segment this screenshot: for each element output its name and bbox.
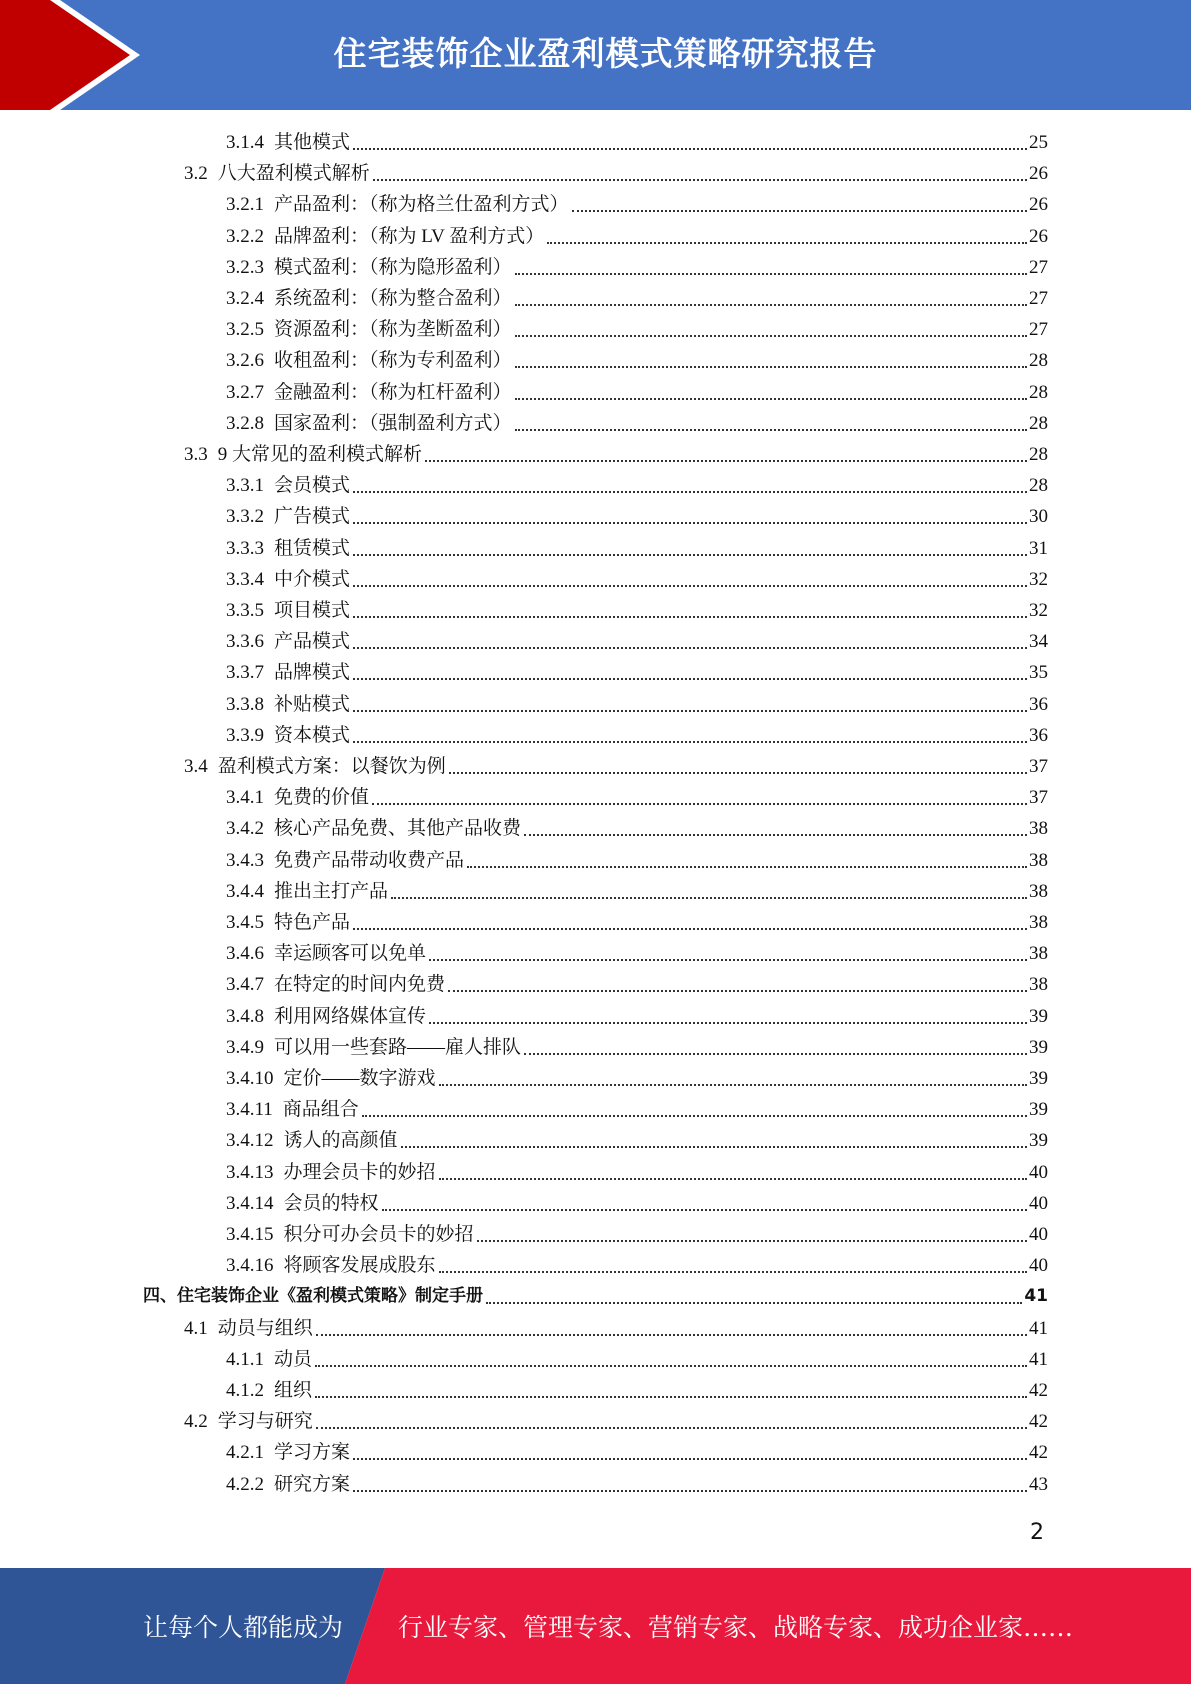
toc-entry-title: 定价——数字游戏 <box>283 1068 436 1089</box>
toc-entry-number: 4.2.1 <box>226 1442 264 1464</box>
toc-entry-page: 26 <box>1029 163 1048 185</box>
toc-entry[interactable] <box>226 657 1048 688</box>
toc-entry-page: 36 <box>1029 693 1048 715</box>
toc-entry-title: 产品模式 <box>274 631 351 653</box>
toc-entry-page: 25 <box>1029 132 1048 153</box>
toc-entry[interactable] <box>226 1063 1048 1094</box>
toc-entry-page: 31 <box>1029 537 1048 559</box>
toc-entry-number: 3.4.16 <box>226 1255 274 1277</box>
toc-entry-number: 3.2.5 <box>226 319 264 341</box>
toc-dot-leader <box>449 772 1027 774</box>
toc-entry-number: 3.3.8 <box>226 693 264 715</box>
toc-entry-page: 28 <box>1029 444 1048 465</box>
toc-entry[interactable] <box>226 782 1048 813</box>
toc-entry-page: 27 <box>1029 256 1048 278</box>
toc-entry-title: 租赁模式 <box>274 537 351 559</box>
toc-entry-number: 4.1.2 <box>226 1380 264 1401</box>
toc-entry-number: 3.3.2 <box>226 506 264 528</box>
toc-entry-page: 38 <box>1029 974 1048 996</box>
toc-entry[interactable] <box>226 470 1048 501</box>
toc-dot-leader <box>515 366 1027 368</box>
toc-entry-page: 38 <box>1029 880 1048 902</box>
toc-entry-number: 3.4.4 <box>226 880 264 902</box>
toc-entry[interactable] <box>226 595 1048 626</box>
toc-entry[interactable] <box>226 969 1048 1000</box>
toc-dot-leader <box>515 429 1027 431</box>
toc-entry-number: 3.4.5 <box>226 912 264 933</box>
toc-entry[interactable] <box>226 1469 1048 1500</box>
toc-entry-page: 38 <box>1029 912 1048 933</box>
toc-entry[interactable] <box>226 1344 1048 1375</box>
toc-dot-leader <box>372 803 1027 805</box>
toc-dot-leader <box>515 304 1027 306</box>
toc-entry-number: 3.2.6 <box>226 350 264 372</box>
toc-entry-number: 3.4.12 <box>226 1130 274 1152</box>
toc-dot-leader <box>429 1022 1027 1024</box>
toc-entry-page: 42 <box>1029 1442 1048 1464</box>
toc-dot-leader <box>467 866 1027 868</box>
toc-dot-leader <box>448 990 1027 992</box>
toc-entry-number: 3.2.4 <box>226 288 264 309</box>
toc-entry[interactable] <box>226 283 1048 314</box>
footer-slogan-left: 让每个人都能成为 <box>143 1613 344 1642</box>
toc-dot-leader <box>353 928 1027 930</box>
footer-slogan-right: 行业专家、管理专家、营销专家、战略专家、成功企业家…… <box>398 1613 1074 1642</box>
toc-entry-number: 3.2.8 <box>226 412 264 434</box>
toc-entry-title: 资源盈利：（称为垄断盈利） <box>274 319 512 341</box>
toc-entry[interactable] <box>226 938 1048 969</box>
toc-dot-leader <box>353 710 1027 712</box>
toc-entry-page: 28 <box>1029 350 1048 372</box>
toc-entry-number: 4.2.2 <box>226 1473 264 1495</box>
toc-entry-number: 3.3.5 <box>226 600 264 621</box>
toc-entry[interactable] <box>184 158 1048 189</box>
toc-dot-leader <box>572 210 1027 212</box>
toc-entry[interactable] <box>226 907 1048 938</box>
toc-entry-page: 41 <box>1024 1286 1048 1307</box>
toc-entry-page: 38 <box>1029 943 1048 965</box>
page-footer <box>0 1568 1191 1684</box>
toc-entry[interactable] <box>226 1001 1048 1032</box>
toc-entry-title: 免费产品带动收费产品 <box>274 849 465 871</box>
toc-entry-title: 金融盈利：（称为杠杆盈利） <box>274 381 512 403</box>
toc-entry[interactable] <box>226 1094 1048 1125</box>
toc-dot-leader <box>315 1396 1027 1398</box>
toc-entry-page: 26 <box>1029 194 1048 216</box>
toc-entry-title: 幸运顾客可以免单 <box>274 943 427 965</box>
toc-entry-title: 商品组合 <box>282 1099 359 1121</box>
toc-entry-number: 3.3.3 <box>226 537 264 559</box>
toc-entry-page: 35 <box>1029 662 1048 684</box>
page-header <box>0 0 1191 110</box>
toc-dot-leader <box>353 491 1027 493</box>
toc-entry[interactable] <box>226 189 1048 220</box>
toc-entry-number: 3.4.11 <box>226 1099 273 1121</box>
toc-dot-leader <box>439 1084 1027 1086</box>
toc-entry-page: 42 <box>1029 1380 1048 1401</box>
toc-entry-page: 32 <box>1029 568 1048 590</box>
toc-entry-page: 40 <box>1029 1161 1048 1183</box>
toc-entry-title: 动员与组织 <box>217 1317 313 1339</box>
toc-dot-leader <box>401 1146 1027 1148</box>
toc-entry-title: 学习方案 <box>274 1442 351 1464</box>
toc-dot-leader <box>486 1302 1022 1304</box>
toc-entry-title: 会员的特权 <box>283 1192 379 1214</box>
toc-dot-leader <box>353 647 1027 649</box>
toc-dot-leader <box>524 1053 1027 1055</box>
toc-entry-page: 38 <box>1029 849 1048 871</box>
toc-dot-leader <box>316 1427 1027 1429</box>
toc-entry-title: 资本模式 <box>274 724 351 746</box>
toc-entry-title: 9 大常见的盈利模式解析 <box>217 444 423 465</box>
toc-entry-title: 品牌盈利：（称为 LV 盈利方式） <box>274 225 545 247</box>
toc-entry-number: 3.4.3 <box>226 849 264 871</box>
toc-entry[interactable] <box>143 1281 1048 1312</box>
toc-entry[interactable] <box>226 689 1048 720</box>
toc-entry-number: 3.4.6 <box>226 943 264 965</box>
toc-entry-title: 积分可办会员卡的妙招 <box>283 1224 474 1245</box>
toc-dot-leader <box>353 678 1027 680</box>
toc-entry-title: 系统盈利：（称为整合盈利） <box>274 288 512 309</box>
toc-entry-page: 37 <box>1029 756 1048 777</box>
toc-dot-leader <box>353 522 1027 524</box>
toc-entry[interactable] <box>226 1125 1048 1156</box>
toc-entry-number: 3.4.9 <box>226 1036 264 1058</box>
toc-entry-number: 3.3.7 <box>226 662 264 684</box>
toc-entry-number: 3.2.3 <box>226 256 264 278</box>
toc-entry-page: 37 <box>1029 787 1048 809</box>
toc-entry[interactable] <box>226 845 1048 876</box>
toc-entry-number: 4.1 <box>184 1317 208 1339</box>
toc-dot-leader <box>547 242 1027 244</box>
toc-entry-number: 3.3.6 <box>226 631 264 653</box>
toc-entry[interactable] <box>226 377 1048 408</box>
toc-entry-number: 3.2.2 <box>226 225 264 247</box>
toc-entry-page: 40 <box>1029 1192 1048 1214</box>
toc-entry-title: 特色产品 <box>274 912 351 933</box>
toc-entry-title: 免费的价值 <box>274 787 370 809</box>
toc-entry-title: 办理会员卡的妙招 <box>283 1161 436 1183</box>
toc-dot-leader <box>439 1271 1027 1273</box>
toc-entry-page: 28 <box>1029 412 1048 434</box>
toc-entry-title: 其他模式 <box>274 132 351 153</box>
toc-entry-page: 39 <box>1029 1036 1048 1058</box>
toc-entry-title: 盈利模式方案：以餐饮为例 <box>217 756 446 777</box>
toc-dot-leader <box>353 616 1027 618</box>
toc-entry-title: 会员模式 <box>274 475 351 497</box>
toc-entry[interactable] <box>184 1406 1048 1437</box>
toc-entry[interactable] <box>184 1313 1048 1344</box>
toc-entry[interactable] <box>226 408 1048 439</box>
toc-dot-leader <box>316 1334 1027 1336</box>
toc-entry-number: 3.2.1 <box>226 194 264 216</box>
toc-entry-number: 3.4.2 <box>226 818 264 840</box>
toc-entry[interactable] <box>184 751 1048 782</box>
toc-entry-page: 27 <box>1029 319 1048 341</box>
toc-entry[interactable] <box>184 439 1048 470</box>
toc-entry-page: 42 <box>1029 1411 1048 1433</box>
toc-dot-leader <box>353 585 1027 587</box>
toc-entry-title: 补贴模式 <box>274 693 351 715</box>
toc-dot-leader <box>362 1115 1027 1117</box>
toc-entry-page: 40 <box>1029 1255 1048 1277</box>
toc-entry-number: 3.4.14 <box>226 1192 274 1214</box>
toc-entry-title: 动员 <box>274 1348 313 1370</box>
toc-entry[interactable] <box>226 564 1048 595</box>
toc-entry-page: 28 <box>1029 381 1048 403</box>
toc-entry-number: 4.2 <box>184 1411 208 1433</box>
toc-entry[interactable] <box>226 1250 1048 1281</box>
toc-entry-title: 品牌模式 <box>274 662 351 684</box>
toc-entry-number: 3.4.8 <box>226 1005 264 1027</box>
toc-entry-title: 推出主打产品 <box>274 880 389 902</box>
toc-dot-leader <box>439 1178 1027 1180</box>
toc-entry-title: 学习与研究 <box>217 1411 313 1433</box>
toc-entry-page: 26 <box>1029 225 1048 247</box>
toc-entry-title: 核心产品免费、其他产品收费 <box>274 818 522 840</box>
toc-dot-leader <box>353 148 1027 150</box>
page-number: 2 <box>1030 1520 1044 1545</box>
toc-entry-title: 产品盈利：（称为格兰仕盈利方式） <box>274 194 569 216</box>
toc-entry-page: 41 <box>1029 1317 1048 1339</box>
toc-dot-leader <box>353 1458 1027 1460</box>
toc-entry[interactable] <box>226 1375 1048 1406</box>
toc-entry-title: 广告模式 <box>274 506 351 528</box>
toc-entry-page: 36 <box>1029 724 1048 746</box>
toc-entry-title: 诱人的高颜值 <box>283 1130 398 1152</box>
toc-entry[interactable] <box>226 1437 1048 1468</box>
toc-entry-title: 国家盈利：（强制盈利方式） <box>274 412 512 434</box>
toc-entry-number: 3.3.4 <box>226 568 264 590</box>
toc-entry-page: 39 <box>1029 1130 1048 1152</box>
toc-entry-page: 39 <box>1029 1099 1048 1121</box>
toc-dot-leader <box>425 460 1027 462</box>
toc-entry-title: 组织 <box>274 1380 313 1401</box>
toc-entry-page: 28 <box>1029 475 1048 497</box>
page-title: 住宅装饰企业盈利模式策略研究报告 <box>333 34 878 73</box>
toc-dot-leader <box>353 1490 1027 1492</box>
toc-entry-page: 39 <box>1029 1005 1048 1027</box>
toc-entry[interactable] <box>226 252 1048 283</box>
toc-entry-number: 3.2.7 <box>226 381 264 403</box>
toc-entry[interactable] <box>226 314 1048 345</box>
toc-entry[interactable] <box>226 1188 1048 1219</box>
toc-entry-title: 中介模式 <box>274 568 351 590</box>
toc-entry-title: 项目模式 <box>274 600 351 621</box>
toc-entry-title: 四、住宅装饰企业《盈利模式策略》制定手册 <box>143 1286 483 1307</box>
toc-entry-number: 3.2 <box>184 163 208 185</box>
toc-dot-leader <box>391 897 1027 899</box>
toc-dot-leader <box>515 335 1027 337</box>
toc-dot-leader <box>429 959 1027 961</box>
toc-entry-number: 3.4 <box>184 756 208 777</box>
toc-entry-title: 可以用一些套路——雇人排队 <box>274 1036 522 1058</box>
toc-entry-page: 27 <box>1029 288 1048 309</box>
toc-entry[interactable] <box>226 626 1048 657</box>
toc-entry-title: 将顾客发展成股东 <box>283 1255 436 1277</box>
toc-entry[interactable] <box>226 876 1048 907</box>
toc-entry-title: 收租盈利：（称为专利盈利） <box>274 350 512 372</box>
toc-entry-page: 32 <box>1029 600 1048 621</box>
toc-entry-title: 在特定的时间内免费 <box>274 974 446 996</box>
toc-entry-number: 3.1.4 <box>226 132 264 153</box>
toc-entry[interactable] <box>226 1157 1048 1188</box>
toc-dot-leader <box>515 273 1027 275</box>
toc-entry-page: 39 <box>1029 1068 1048 1089</box>
toc-entry-number: 4.1.1 <box>226 1348 264 1370</box>
toc-entry-number: 3.4.10 <box>226 1068 274 1089</box>
toc-entry-page: 41 <box>1029 1348 1048 1370</box>
toc-dot-leader <box>353 741 1027 743</box>
toc-entry-title: 模式盈利：（称为隐形盈利） <box>274 256 512 278</box>
toc-dot-leader <box>315 1365 1027 1367</box>
toc-entry-page: 40 <box>1029 1224 1048 1245</box>
toc-entry-title: 利用网络媒体宣传 <box>274 1005 427 1027</box>
toc-entry-title: 八大盈利模式解析 <box>217 163 370 185</box>
toc-entry-number: 3.3 <box>184 444 208 465</box>
toc-entry-number: 3.3.9 <box>226 724 264 746</box>
toc-entry[interactable] <box>226 720 1048 751</box>
toc-dot-leader <box>373 179 1027 181</box>
toc-dot-leader <box>477 1240 1027 1242</box>
toc-dot-leader <box>382 1209 1027 1211</box>
toc-entry-number: 3.4.1 <box>226 787 264 809</box>
toc-entry-number: 3.4.15 <box>226 1224 274 1245</box>
toc-dot-leader <box>524 834 1027 836</box>
toc-entry-page: 30 <box>1029 506 1048 528</box>
toc-entry[interactable] <box>226 1219 1048 1250</box>
toc-entry-title: 研究方案 <box>274 1473 351 1495</box>
toc-entry-number: 3.4.13 <box>226 1161 274 1183</box>
toc-dot-leader <box>515 398 1027 400</box>
toc-entry[interactable] <box>226 127 1048 158</box>
toc-entry[interactable] <box>226 221 1048 252</box>
toc-dot-leader <box>353 554 1027 556</box>
toc-entry[interactable] <box>226 1032 1048 1063</box>
toc-entry[interactable] <box>226 533 1048 564</box>
toc-entry-page: 34 <box>1029 631 1048 653</box>
toc-entry-page: 43 <box>1029 1473 1048 1495</box>
toc-entry[interactable] <box>226 813 1048 844</box>
toc-entry-page: 38 <box>1029 818 1048 840</box>
toc-entry-number: 3.3.1 <box>226 475 264 497</box>
toc-entry[interactable] <box>226 501 1048 532</box>
toc-entry-number: 3.4.7 <box>226 974 264 996</box>
toc-entry[interactable] <box>226 345 1048 376</box>
